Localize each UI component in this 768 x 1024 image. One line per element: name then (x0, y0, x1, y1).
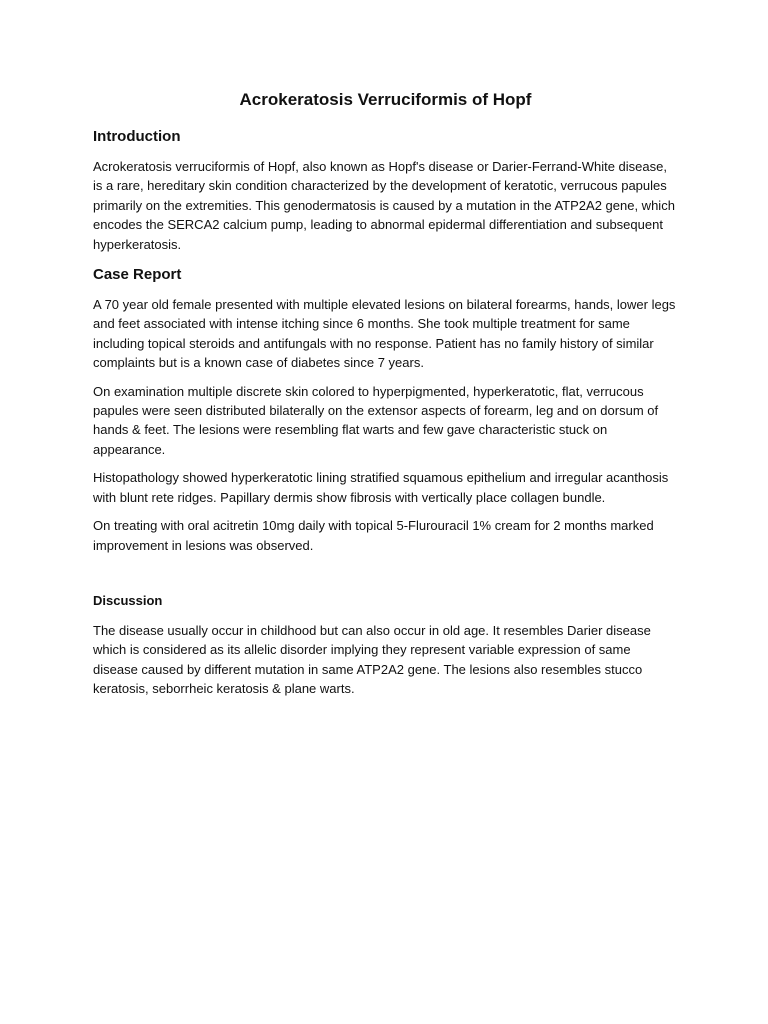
discussion-section (93, 589, 678, 699)
discussion-paragraph: The disease usually occur in childhood but can also occur in old age. It resembles Darier disease which is considered as its allelic disorder implying they represent variable expression of same disease caused by different mutation in same ATP2A2 gene. The lesions also resembles stucco keratosis, seborrheic keratosis & plane warts. (93, 622, 651, 697)
document-title: Acrokeratosis Verruciformis of Hopf (239, 90, 532, 109)
section-spacer (93, 564, 678, 589)
case-report-heading: Case Report (93, 266, 182, 284)
discussion-heading: Discussion (93, 592, 163, 608)
introduction-heading: Introduction (93, 128, 181, 145)
case-report-paragraph-presentation: A 70 year old female presented with multiple elevated lesions on bilateral forearms, hands, lower legs and feet associated with intense itching since 6 months. She took multiple treatment for same including topical steroids and antifungals with no response. Patient has no family history of similar complaints but is a known case of diabetes since 7 years. (93, 297, 676, 371)
document-page (93, 86, 678, 708)
case-report-paragraph-treatment: On treating with oral acitretin 10mg daily with topical 5-Flurouracil 1% cream for 2 months marked improvement in lesions was observed. (93, 518, 654, 553)
case-report-paragraph-examination: On examination multiple discrete skin colored to hyperpigmented, hyperkeratotic, flat, verrucous papules were seen distributed bilaterally on the extensor aspects of forearm, leg and on dorsum of hands & feet. The lesions were resembling flat warts and few gave characteristic stuck on appearance. (93, 383, 659, 457)
case-report-paragraph-histopathology: Histopathology showed hyperkeratotic lining stratified squamous epithelium and irregular acanthosis with blunt rete ridges. Papillary dermis show fibrosis with vertically place collagen bundle. (93, 470, 669, 505)
introduction-paragraph: Acrokeratosis verruciformis of Hopf, also known as Hopf's disease or Darier-Ferrand-White disease, is a rare, hereditary skin condition characterized by the development of keratotic, verrucous papules primarily on the extremities. This genodermatosis is caused by a mutation in the ATP2A2 gene, which encodes the SERCA2 calcium pump, leading to abnormal epidermal differentiation and subsequent hyperkeratosis. (93, 159, 675, 252)
introduction-section (93, 125, 678, 254)
case-report-section (93, 263, 678, 555)
